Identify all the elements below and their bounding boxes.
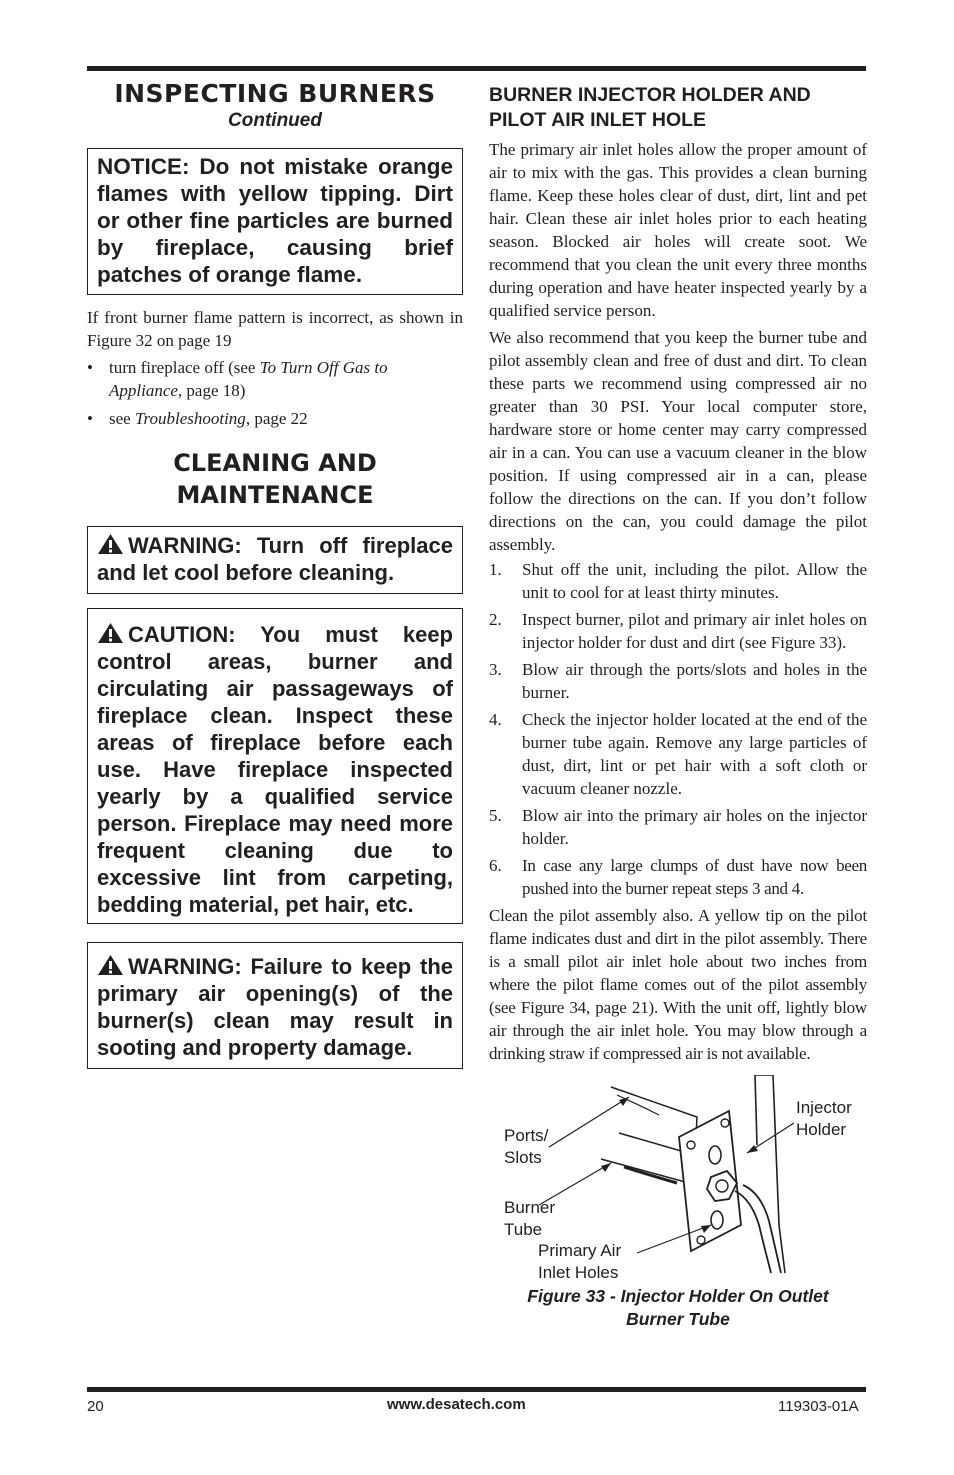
warning-triangle-icon xyxy=(97,622,124,644)
figure-injector-holder xyxy=(489,1075,867,1282)
list-item: 1. Shut off the unit, including the pilot. Allow the unit to cool for at least thirty minutes. xyxy=(489,560,867,602)
caution-text: CAUTION: You must keep control areas, burner and circulating air passageways of fireplace clean. Inspect these areas of fireplace before each use. Have fireplace inspected yearly by a qualified service person. Fireplace may need more frequent cleaning due to excessive lint from carpeting, bedding material, pet hair, etc. xyxy=(97,622,453,917)
page-number: 20 xyxy=(87,1398,104,1415)
footer-website-link[interactable]: www.desatech.com xyxy=(387,1396,526,1413)
caution-box xyxy=(87,608,463,924)
list-item: 6. In case any large clumps of dust have now been pushed into the burner repeat steps 3 and 4. xyxy=(489,856,867,898)
intro-text: If front burner flame pattern is incorrect, as shown in Figure 32 on page 19 xyxy=(87,308,463,350)
cleaning-steps xyxy=(489,558,867,900)
bullet-list xyxy=(87,356,463,430)
list-item: 4. Check the injector holder located at the end of the burner tube again. Remove any large particles of dust, dirt, lint or pet hair with a soft cloth or vacuum cleaner nozzle. xyxy=(489,710,867,798)
notice-box xyxy=(87,148,463,295)
label-injector-holder: Injector Holder xyxy=(796,1098,852,1139)
list-item: 5. Blow air into the primary air holes on the injector holder. xyxy=(489,806,867,848)
list-item: 3. Blow air through the ports/slots and holes in the burner. xyxy=(489,660,867,702)
warning-box-cool xyxy=(87,526,463,594)
paragraph-pilot: Clean the pilot assembly also. A yellow tip on the pilot flame indicates dust and dirt in the pilot assembly. There is a small pilot air inlet hole about two inches from where the pilot flame comes out of the pilot assembly (see Figure 34, page 21). With the unit off, lightly blow air through the air inlet hole. You may blow through a drinking straw if compressed air is not available. xyxy=(489,906,867,1063)
figure-caption: Figure 33 - Injector Holder On Outlet Burner Tube xyxy=(527,1286,829,1329)
list-item: 2. Inspect burner, pilot and primary air inlet holes on injector holder for dust and dirt (see Figure 33). xyxy=(489,610,867,652)
page-title: INSPECTING BURNERS xyxy=(114,79,436,108)
label-primary-air-inlet: Primary Air Inlet Holes xyxy=(538,1241,622,1282)
warning-box-sooting xyxy=(87,942,463,1069)
label-burner-tube: Burner Tube xyxy=(504,1198,556,1239)
list-item: • see Troubleshooting, page 22 xyxy=(87,409,308,428)
notice-text: NOTICE: Do not mistake orange flames with yellow tipping. Dirt or other fine particles are burned by fireplace, causing brief patches of orange flame. xyxy=(97,154,453,287)
bottom-rule xyxy=(87,1387,866,1392)
right-column xyxy=(489,78,867,1331)
subsection-heading: BURNER INJECTOR HOLDER AND PILOT AIR INLET HOLE xyxy=(489,84,811,131)
continued-label: Continued xyxy=(228,110,322,131)
top-rule xyxy=(87,66,866,71)
label-ports-slots: Ports/ Slots xyxy=(504,1126,549,1167)
left-column xyxy=(87,78,463,1069)
document-number: 119303-01A xyxy=(778,1398,859,1415)
section-heading: CLEANING AND MAINTENANCE xyxy=(173,449,377,509)
paragraph-primary-air: The primary air inlet holes allow the proper amount of air to mix with the gas. This provides a clean burning flame. Keep these holes clear of dust, dirt, lint and pet hair. Clean these air inlet holes prior to each heating season. Blocked air holes will create soot. We recommend that you clean the unit every three months during operation and have heater inspected yearly by a qualified service person. xyxy=(489,140,867,320)
paragraph-compressed-air: We also recommend that you keep the burner tube and pilot assembly clean and free of dust and dirt. To clean these parts we recommend using compressed air no greater than 30 PSI. Your local computer store, hardware store or home center may carry compressed air in a can. You can use a vacuum cleaner in the blow position. If using compressed air in a can, please follow the directions on the can. If you don’t follow directions on the can, you could damage the pilot assembly. xyxy=(489,328,867,554)
list-item: • turn fireplace off (see To Turn Off Gas to Appliance, page 18) xyxy=(87,358,388,400)
warning-text-sooting: WARNING: Failure to keep the primary air opening(s) of the burner(s) clean may result in sooting and property damage. xyxy=(97,954,453,1060)
warning-triangle-icon xyxy=(97,533,124,555)
warning-triangle-icon xyxy=(97,954,124,976)
warning-text-cool: WARNING: Turn off fireplace and let cool before cleaning. xyxy=(97,533,453,585)
